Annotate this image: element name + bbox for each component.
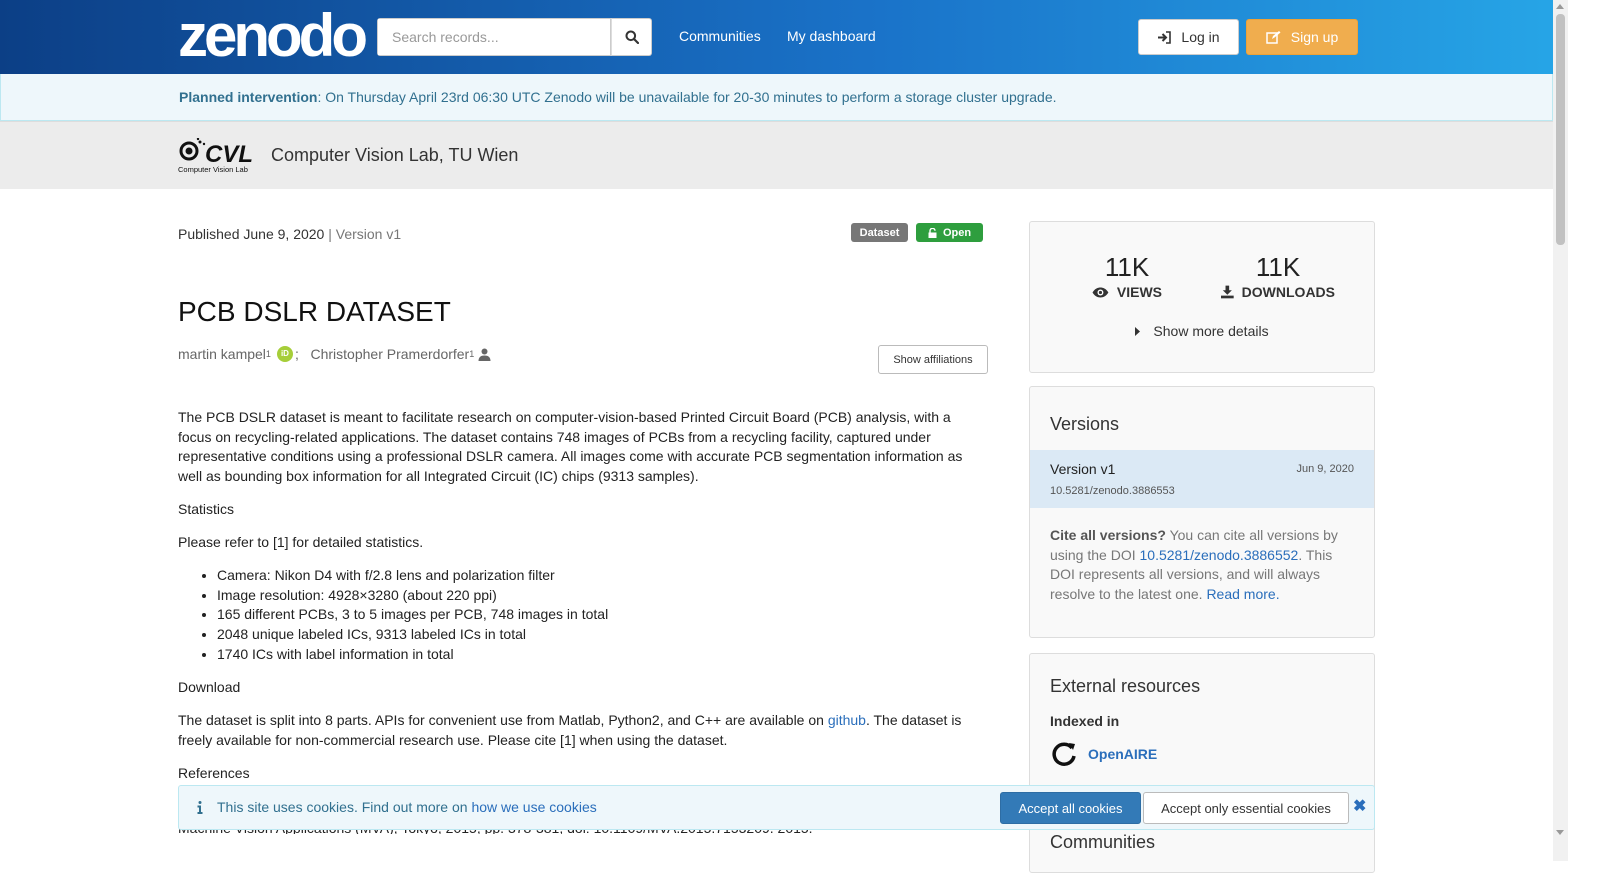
show-more-details-label: Show more details: [1153, 323, 1269, 339]
eye-icon: [1092, 287, 1109, 298]
list-item: • 2048 unique labeled ICs, 9313 labeled ICs in total: [217, 625, 983, 645]
login-label: Log in: [1181, 29, 1220, 45]
caret-right-icon: [1135, 327, 1141, 336]
cite-all-versions: Cite all versions? You can cite all versions by using the DOI 10.5281/zenodo.3886552. This DOI represents all versions, and will always resolve to the latest one. Read more.: [1050, 527, 1338, 602]
community-name[interactable]: Computer Vision Lab, TU Wien: [271, 145, 519, 165]
description-intro: The PCB DSLR dataset is meant to facilitate research on computer-vision-based Printed Circuit Board (PCB) analysis, with a focus on recycling-related applications. The dataset contains 748 images of PCBs from a recycling facility, captured under representative conditions using a professional DSLR camera. All images come with accurate PCB segmentation information as well as bounding box information for all Integrated Circuit (IC) chips (9313 samples).: [178, 409, 963, 484]
notice-text: : On Thursday April 23rd 06:30 UTC Zenodo will be unavailable for 20-30 minutes to perform a storage cluster upgrade.: [317, 89, 1057, 105]
user-icon: [478, 348, 491, 361]
version-label: | Version v1: [328, 226, 402, 242]
unlock-icon: [928, 228, 937, 238]
author-name[interactable]: Christopher Pramerdorfer: [310, 346, 470, 362]
login-button[interactable]: [1138, 19, 1239, 55]
cookie-banner: [178, 785, 1375, 830]
download-text: The dataset is split into 8 parts. APIs for convenient use from Matlab, Python2, and C++ are available on github. The dataset is freely available for non-commercial research use. Please cite [1] when using the dataset.: [178, 712, 962, 748]
planned-intervention-notice: [0, 74, 1553, 121]
versions-heading: Versions: [1050, 414, 1120, 434]
cvl-logo-text: CVL: [205, 141, 253, 168]
signup-label: Sign up: [1290, 29, 1339, 45]
community-header: [0, 121, 1553, 189]
close-icon[interactable]: ✖: [1353, 798, 1367, 815]
record-description: [178, 408, 983, 797]
search-box[interactable]: [377, 18, 611, 56]
openaire-icon: [1050, 740, 1078, 768]
info-icon: [197, 801, 203, 814]
list-item: • Image resolution: 4928×3280 (about 220 ppi): [217, 586, 983, 606]
search-icon: [625, 30, 639, 44]
version-date: Jun 9, 2020: [1296, 463, 1354, 475]
openaire-label: OpenAIRE: [1088, 746, 1158, 762]
show-affiliations-button[interactable]: Show affiliations: [878, 345, 988, 374]
nav-my-dashboard[interactable]: My dashboard: [787, 28, 876, 44]
edit-icon: [1266, 30, 1281, 44]
top-navbar: [0, 0, 1600, 74]
statistics-intro: Please refer to [1] for detailed statistics.: [178, 533, 424, 550]
scroll-up-icon[interactable]: [1556, 4, 1564, 9]
indexed-in-label: Indexed in: [1050, 713, 1120, 729]
downloads-label: DOWNLOADS: [1241, 284, 1335, 300]
versions-panel: [1029, 386, 1375, 638]
statistics-heading: Statistics: [178, 500, 235, 517]
cvl-logo[interactable]: [178, 138, 258, 174]
zenodo-logo[interactable]: zenodo: [178, 2, 364, 69]
github-link[interactable]: github: [827, 712, 866, 729]
list-item: • Camera: Nikon D4 with f/2.8 lens and polarization filter: [217, 566, 983, 586]
access-badge: [916, 223, 983, 242]
views-count: 11K: [1104, 252, 1150, 282]
download-icon: [1221, 285, 1234, 299]
version-doi: 10.5281/zenodo.3886553: [1050, 485, 1175, 497]
orcid-icon[interactable]: iD: [277, 346, 293, 362]
page-scrollbar[interactable]: [1553, 0, 1568, 861]
accept-all-cookies-button[interactable]: Accept all cookies: [1000, 792, 1141, 824]
window-edge: [1568, 0, 1600, 861]
scrollbar-thumb[interactable]: [1556, 14, 1565, 245]
openaire-link[interactable]: [1050, 740, 1157, 768]
published-date: Published June 9, 2020: [178, 226, 325, 242]
list-item: • 165 different PCBs, 3 to 5 images per PCB, 748 images in total: [217, 605, 983, 625]
external-resources-heading: External resources: [1050, 676, 1201, 696]
search-button[interactable]: [611, 18, 652, 56]
nav-communities[interactable]: Communities: [679, 28, 761, 44]
concept-doi-link[interactable]: 10.5281/zenodo.3886552: [1139, 546, 1299, 563]
sign-in-icon: [1157, 31, 1171, 44]
show-more-details-toggle[interactable]: [1030, 323, 1374, 339]
signup-button[interactable]: [1246, 19, 1358, 55]
search-input[interactable]: [378, 19, 610, 55]
external-resources-panel: [1029, 653, 1375, 873]
downloads-count: 11K: [1255, 252, 1301, 282]
affiliation-number: 1: [265, 349, 271, 359]
references-heading: References: [178, 764, 250, 781]
author-name[interactable]: martin kampel: [178, 346, 266, 362]
resource-type-badge[interactable]: Dataset: [851, 223, 908, 242]
record-title: PCB DSLR DATASET: [178, 296, 451, 327]
stats-panel: [1029, 221, 1375, 373]
download-heading: Download: [178, 679, 241, 696]
version-name[interactable]: Version v1: [1050, 461, 1116, 477]
version-row[interactable]: [1030, 450, 1374, 508]
read-more-link[interactable]: Read more.: [1206, 585, 1280, 602]
downloads-stat: [1221, 252, 1335, 300]
publication-info: [178, 226, 401, 242]
author-list: martin kampel 1 iD ; Christopher Pramerdorfer 1: [178, 346, 491, 362]
list-item: • 1740 ICs with label information in total: [217, 645, 983, 665]
accept-essential-cookies-button[interactable]: Accept only essential cookies: [1143, 792, 1349, 824]
affiliation-number: 1: [469, 349, 475, 359]
cookie-message: This site uses cookies. Find out more on how we use cookies: [197, 799, 597, 815]
views-label: VIEWS: [1116, 284, 1162, 300]
access-label: Open: [942, 226, 972, 239]
statistics-list: [217, 566, 983, 665]
views-stat: [1092, 252, 1162, 300]
communities-heading: Communities: [1050, 832, 1156, 852]
cvl-logo-subtitle: Computer Vision Lab: [178, 165, 248, 174]
notice-title: Planned intervention: [179, 89, 318, 105]
scroll-down-icon[interactable]: [1556, 830, 1564, 835]
cookie-policy-link[interactable]: how we use cookies: [471, 799, 597, 815]
